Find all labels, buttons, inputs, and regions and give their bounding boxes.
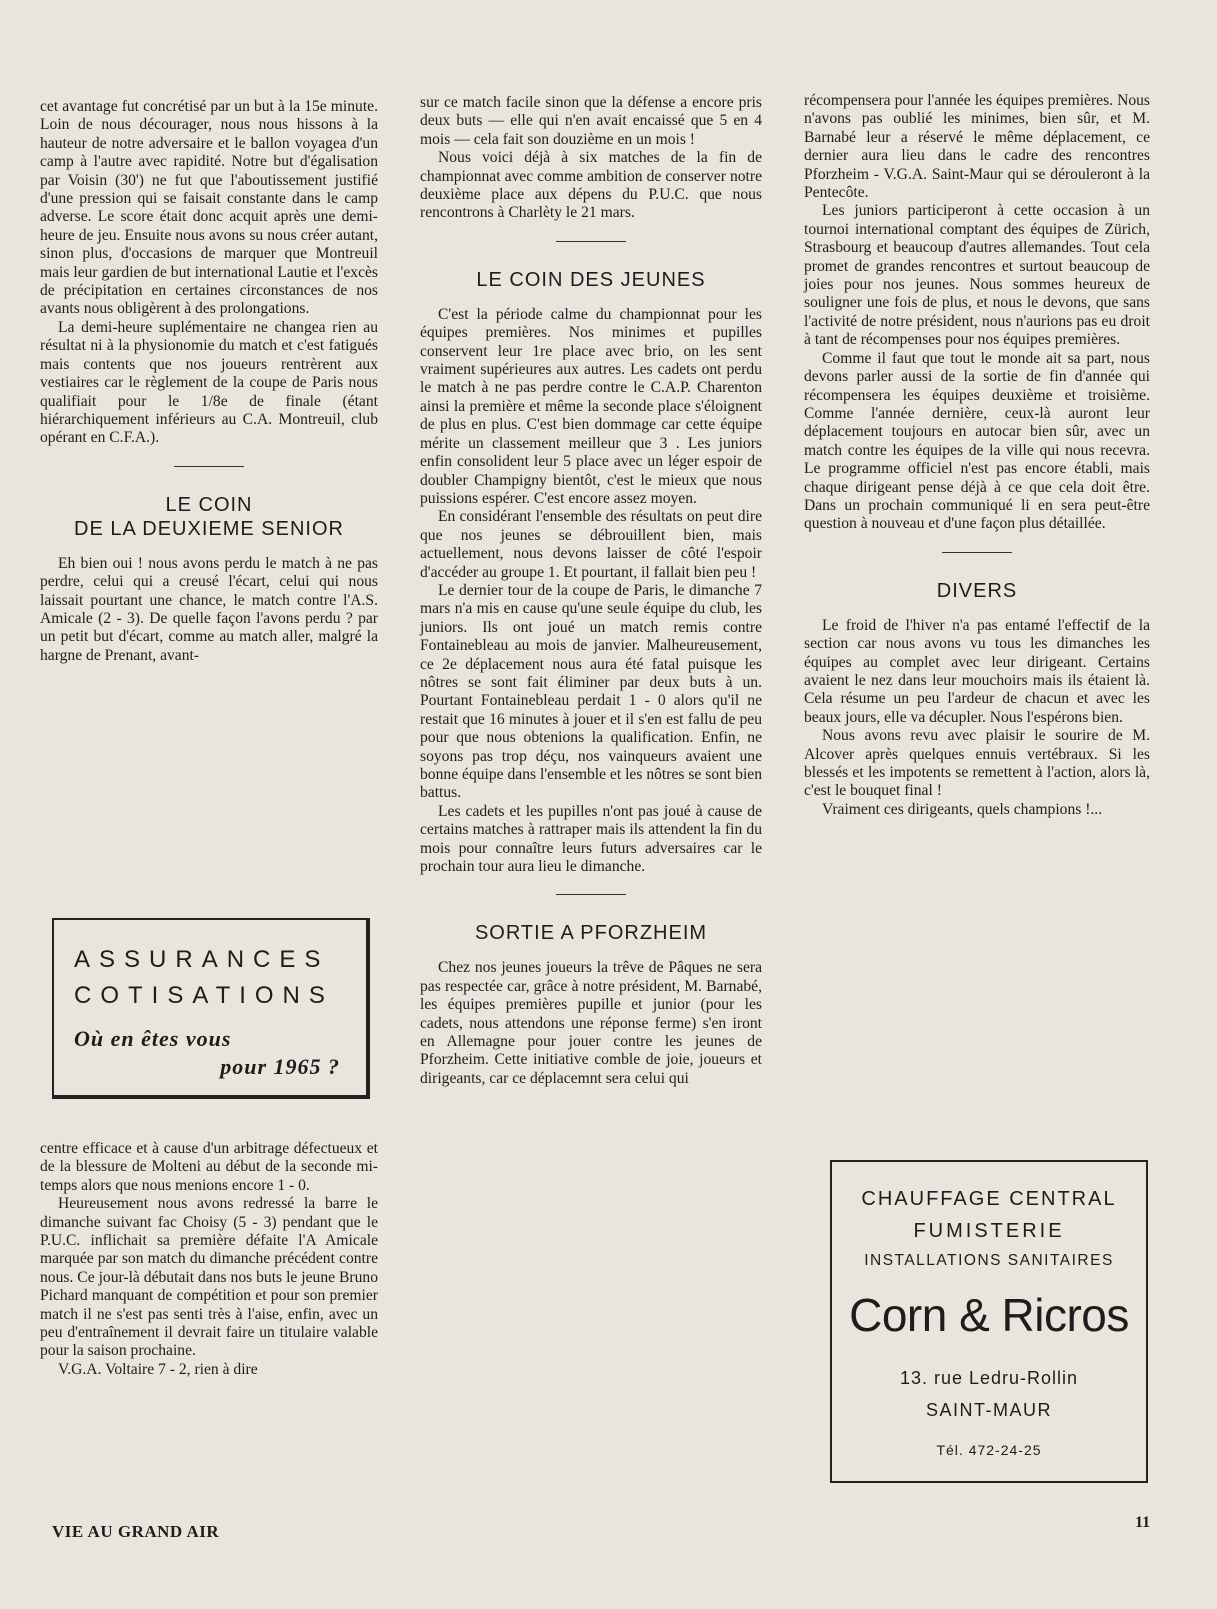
footer-publication: VIE AU GRAND AIR: [52, 1522, 220, 1541]
heating-ad-brand: Corn & Ricros: [849, 1289, 1129, 1341]
column-2: [420, 94, 762, 1088]
heating-ad-box: [830, 1160, 1148, 1483]
heading-divers: DIVERS: [936, 579, 1018, 602]
heating-ad-phone: Tél. 472-24-25: [936, 1442, 1042, 1458]
col3-paragraph-4: Le froid de l'hiver n'a pas entamé l'effectif de la section car nous avons vu tous les dimanches les équipes au complet avec leur dirigeant. Certains avaient le nez dans leur mouchoirs mais ils étaient là. Cela résume un peu l'ardeur de chacun et avec les beaux jours, elle va décupler. Nous l'espérons bien.: [804, 616, 1150, 726]
footer-page-number: 11: [1135, 1514, 1151, 1531]
section-divider: [556, 241, 626, 242]
section-divider: [174, 466, 244, 467]
heating-ad-line2: FUMISTERIE: [913, 1220, 1065, 1242]
insurance-ad-line2: COTISATIONS: [74, 982, 334, 1009]
col2-paragraph-6: Les cadets et les pupilles n'ont pas joué à cause de certains matches à rattraper mais ils attendent la fin du mois pour connaître leurs futurs adversaires car le prochain tour aura lieu le dimanche.: [420, 802, 762, 876]
insurance-ad-box: [52, 918, 370, 1099]
column-1: [40, 98, 378, 665]
heating-ad-line1: CHAUFFAGE CENTRAL: [861, 1188, 1117, 1210]
column-3: [804, 92, 1150, 819]
col1-paragraph-4: centre efficace et à cause d'un arbitrage défectueux et de la blessure de Molteni au début de la seconde mi-temps alors que nous menions encore 1 - 0.: [40, 1140, 378, 1194]
col3-paragraph-1: récompensera pour l'année les équipes premières. Nous n'avons pas oublié les minimes, bien sûr, et M. Barnabé leur a réservé le même déplacement, ce dernier aura lieu dans le cadre des rencontres Pforzheim - V.G.A. Saint-Maur qui se dérouleront à la Pentecôte.: [804, 92, 1150, 202]
heading-deuxieme-senior-line1: LE COIN: [165, 493, 253, 516]
col1-paragraph-3: Eh bien oui ! nous avons perdu le match à ne pas perdre, celui qui a creusé l'écart, celui qui nous laissait pourtant une chance, le match contre l'A.S. Amicale (2 - 3). De quelle façon l'avons perdu ? par un petit but d'écart, comme au match aller, malgré la hargne de Prenant, avant-: [40, 554, 378, 664]
heading-deuxieme-senior: [40, 493, 378, 541]
col1-paragraph-1: cet avantage fut concrétisé par un but à la 15e minute. Loin de nous décourager, nous nous hissons à la hauteur de notre adversaire et le ballon voyagea d'un camp à l'autre avec rapidité. Notre but d'égalisation par Voisin (30') ne fut que l'aboutissement justifié d'une pression qui se faisait constante dans le camp adverse. Le score était donc acquit après une demi-heure de jeu. Ensuite nous avons su nous créer autant, sinon plus, d'occasions de marquer que Montreuil mais leur gardien de but international Lautie et l'excès de précipitation en certaines circonstances de nos avants nous obligèrent à des prolongations.: [40, 98, 378, 318]
insurance-ad-line1: ASSURANCES: [74, 946, 330, 973]
col2-paragraph-2: Nous voici déjà à six matches de la fin de championnat avec comme ambition de conserver notre deuxième place aux dépens du P.U.C. que nous rencontrons à Charlèty le 21 mars.: [420, 149, 762, 222]
heading-sortie-pforzheim: SORTIE A PFORZHEIM: [474, 922, 708, 945]
heating-ad-address: 13. rue Ledru-Rollin: [899, 1368, 1079, 1388]
col1-paragraph-2: La demi-heure suplémentaire ne changea rien au résultat ni à la physionomie du match et c'est fatigués mais contents que nos joueurs rentrèrent aux vestiaires car le règlement de la coupe de Paris nous qualifiait pour le 1/8e de finale (étant hiérarchiquement inférieurs au C.A. Montreuil, club opérant en C.F.A.).: [40, 318, 378, 447]
heating-ad-line3: INSTALLATIONS SANITAIRES: [864, 1252, 1114, 1269]
col2-paragraph-3: C'est la période calme du championnat pour les équipes premières. Nos minimes et pupilles conservent leur 1re place avec brio, on les sent vraiment supérieures aux autres. Les cadets ont perdu le match à ne pas perdre contre le C.A.P. Charenton ainsi la première et même la seconde place s'éloignent de plus en plus. C'est bien dommage car cette équipe mérite un classement meilleur que 3 . Les juniors enfin consolident leur 5 place avec un léger espoir de doubler Champigny bientôt, c'est le mieux que nous puissions espérer. C'est encore assez moyen.: [420, 305, 762, 507]
col3-paragraph-6: Vraiment ces dirigeants, quels champions !...: [822, 800, 1103, 818]
col1-paragraph-5: Heureusement nous avons redressé la barre le dimanche suivant fac Choisy (5 - 3) pendant que le P.U.C. inflichait sa première défaite l'A Amicale marquée par son match du dimanche précédent contre nous. Ce jour-là débutait dans nos buts le jeune Bruno Pichard manquant de compétition et pour son premier match il ne s'est pas senti très à l'aise, enfin, avec un peu d'entraînement il devrait faire un titulaire valable pour la saison prochaine.: [40, 1195, 378, 1360]
col2-paragraph-5: Le dernier tour de la coupe de Paris, le dimanche 7 mars n'a mis en cause qu'une seule équipe du club, les juniors. Ils ont joué un match remis contre Fontainebleau au mois de janvier. Malheureusement, ce 2e déplacement nous aura été fatal puisque les nôtres se sont fait éliminer par deux buts à un. Pourtant Fontainebleau perdait 1 - 0 alors qu'il ne restait que 16 minutes à jouer et il s'en est fallu de peu pour que nous obtenions la qualification. Enfin, ne soyons pas trop déçu, nos vainqueurs avaient une bonne équipe dans l'ensemble et les nôtres se sont bien battus.: [420, 581, 762, 802]
insurance-ad-line3: Où en êtes vous: [74, 1026, 232, 1051]
heating-ad-city: SAINT-MAUR: [925, 1400, 1052, 1420]
heading-deuxieme-senior-line2: DE LA DEUXIEME SENIOR: [74, 517, 344, 540]
section-divider: [942, 552, 1012, 553]
col2-paragraph-4: En considérant l'ensemble des résultats on peut dire que nos jeunes se débrouillent bien, mais actuellement, nous devons laisser de côté l'espoir d'accéder au groupe 1. Et pourtant, il fallait bien peu !: [420, 508, 762, 581]
col3-paragraph-5: Nous avons revu avec plaisir le sourire de M. Alcover après quelques ennuis vertébraux. Si les blessés et les impotents se remettent à l'action, alors là, c'est le bouquet final !: [804, 727, 1150, 800]
column-1-lower: [40, 1140, 378, 1379]
col2-paragraph-1: sur ce match facile sinon que la défense a encore pris deux buts — elle qui n'en avait encaissé que 5 en 4 mois — cela fait son douzième en un mois !: [420, 94, 762, 148]
col1-paragraph-6: V.G.A. Voltaire 7 - 2, rien à dire: [58, 1360, 258, 1378]
col2-paragraph-7: Chez nos jeunes joueurs la trêve de Pâques ne sera pas respectée car, grâce à notre président, M. Barnabé, les équipes premières pupille et junior (pour les cadets, nous attendons une réponse ferme) s'en iront en Allemagne pour jouer contre les jeunes de Pforzheim. Cette initiative comble de joie, joueurs et dirigeants, car ce déplacemnt sera celui qui: [420, 959, 762, 1087]
section-divider: [556, 894, 626, 895]
col3-paragraph-3: Comme il faut que tout le monde ait sa part, nous devons parler aussi de la sortie de fin d'année qui récompensera les équipes deuxième et troisième. Comme l'année dernière, ceux-là auront leur déplacement toujours en autocar bien sûr, avec un match contre les équipes de la ville qui nous recevra. Le programme officiel n'est pas encore établi, mais chaque dirigeant pense déjà à ce que cela doit être. Dans un prochain communiqué li en sera peut-être question à nouveau et d'une façon plus détaillée.: [804, 349, 1150, 533]
col3-paragraph-2: Les juniors participeront à cette occasion à un tournoi international comptant des équipes de Zürich, Strasbourg et beaucoup d'autres allemandes. Tout cela promet de grandes rencontres et surtout beaucoup de joies pour nos jeunes. Nous sommes heureux de souligner une fois de plus, et nous le devons, que sans l'activité de notre président, nous n'aurions pas eu droit à tant de récompenses pour nos équipes premières.: [804, 202, 1150, 349]
insurance-ad-line4: pour 1965 ?: [220, 1054, 340, 1079]
heading-coin-des-jeunes: LE COIN DES JEUNES: [476, 268, 706, 291]
